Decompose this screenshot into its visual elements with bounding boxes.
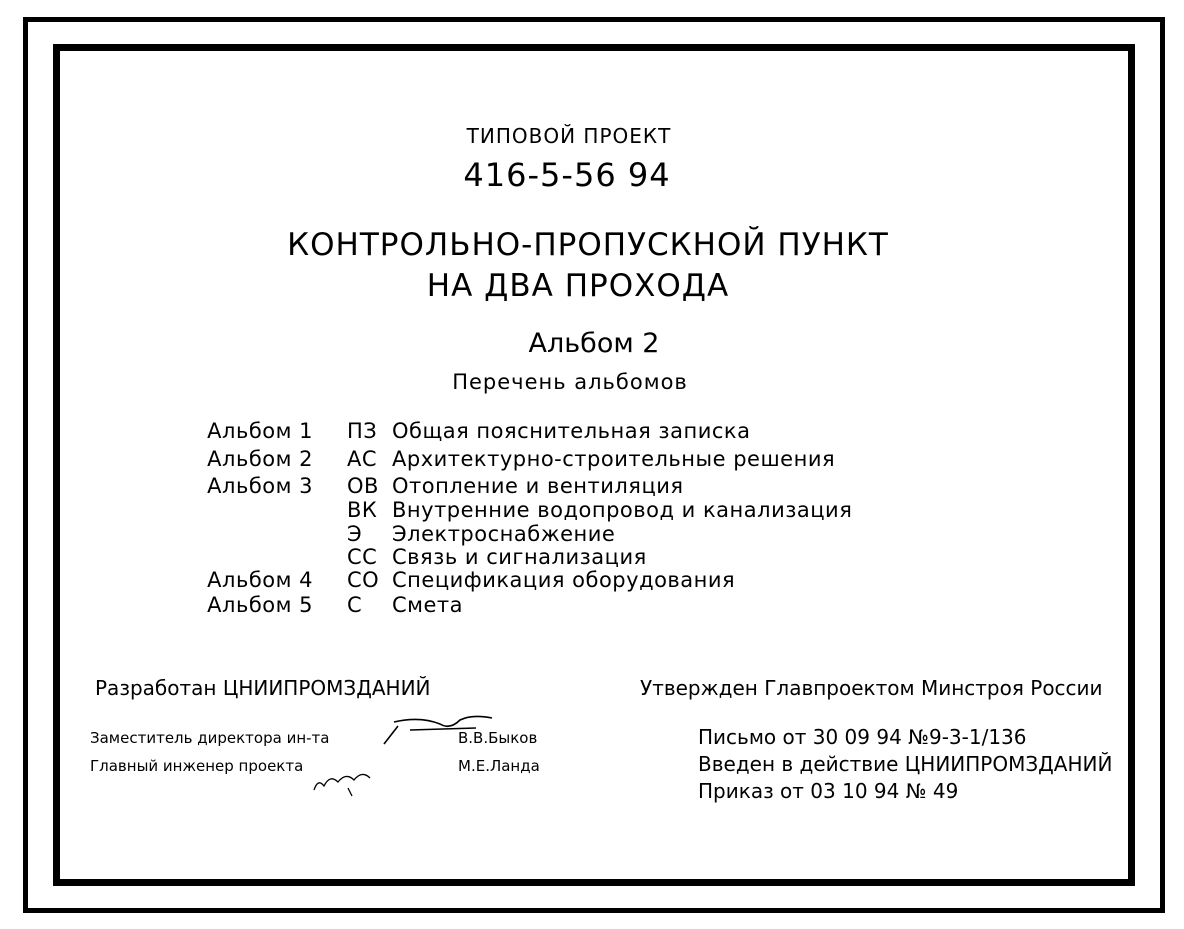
album-title: Связь и сигнализация bbox=[392, 545, 647, 569]
album-title: Общая пояснительная записка bbox=[392, 419, 751, 443]
title-line-1: КОНТРОЛЬНО-ПРОПУСКНОЙ ПУНКТ bbox=[287, 227, 889, 263]
album-label: Альбом 2 bbox=[207, 447, 313, 471]
title-line-2: НА ДВА ПРОХОДА bbox=[426, 268, 730, 304]
album-code: АС bbox=[347, 447, 378, 471]
chief-signature bbox=[308, 764, 388, 804]
album-label: Альбом 3 bbox=[207, 474, 313, 498]
chief-title: Главный инженер проекта bbox=[90, 757, 304, 775]
album-title: Спецификация оборудования bbox=[392, 568, 736, 592]
deputy-signature bbox=[380, 712, 500, 752]
album-code: СС bbox=[347, 545, 378, 569]
album-heading: Альбом 2 bbox=[528, 328, 660, 359]
approval-order: Приказ от 03 10 94 № 49 bbox=[698, 779, 959, 803]
album-code: Э bbox=[347, 522, 363, 546]
album-code: ПЗ bbox=[347, 419, 378, 443]
album-title: Смета bbox=[392, 593, 464, 617]
deputy-name: В.В.Быков bbox=[458, 729, 538, 747]
developed-by: Разработан ЦНИИПРОМЗДАНИЙ bbox=[95, 676, 431, 700]
chief-name: М.Е.Ланда bbox=[458, 757, 540, 775]
album-title: Отопление и вентиляция bbox=[392, 474, 684, 498]
project-type: ТИПОВОЙ ПРОЕКТ bbox=[466, 124, 672, 148]
list-heading: Перечень альбомов bbox=[452, 370, 688, 394]
album-title: Архитектурно-строительные решения bbox=[392, 447, 836, 471]
approved-by: Утвержден Главпроектом Минстроя России bbox=[640, 676, 1103, 700]
album-title: Внутренние водопровод и канализация bbox=[392, 498, 853, 522]
deputy-title: Заместитель директора ин-та bbox=[90, 729, 330, 747]
album-label: Альбом 1 bbox=[207, 419, 313, 443]
album-label: Альбом 5 bbox=[207, 593, 313, 617]
approval-letter: Письмо от 30 09 94 №9-3-1/136 bbox=[698, 725, 1027, 749]
project-number: 416-5-56 94 bbox=[463, 156, 671, 194]
album-label: Альбом 4 bbox=[207, 568, 313, 592]
album-code: ОВ bbox=[347, 474, 379, 498]
album-title: Электроснабжение bbox=[392, 522, 616, 546]
album-code: С bbox=[347, 593, 363, 617]
album-code: ВК bbox=[347, 498, 378, 522]
enacted-by: Введен в действие ЦНИИПРОМЗДАНИЙ bbox=[698, 752, 1113, 776]
album-code: СО bbox=[347, 568, 380, 592]
